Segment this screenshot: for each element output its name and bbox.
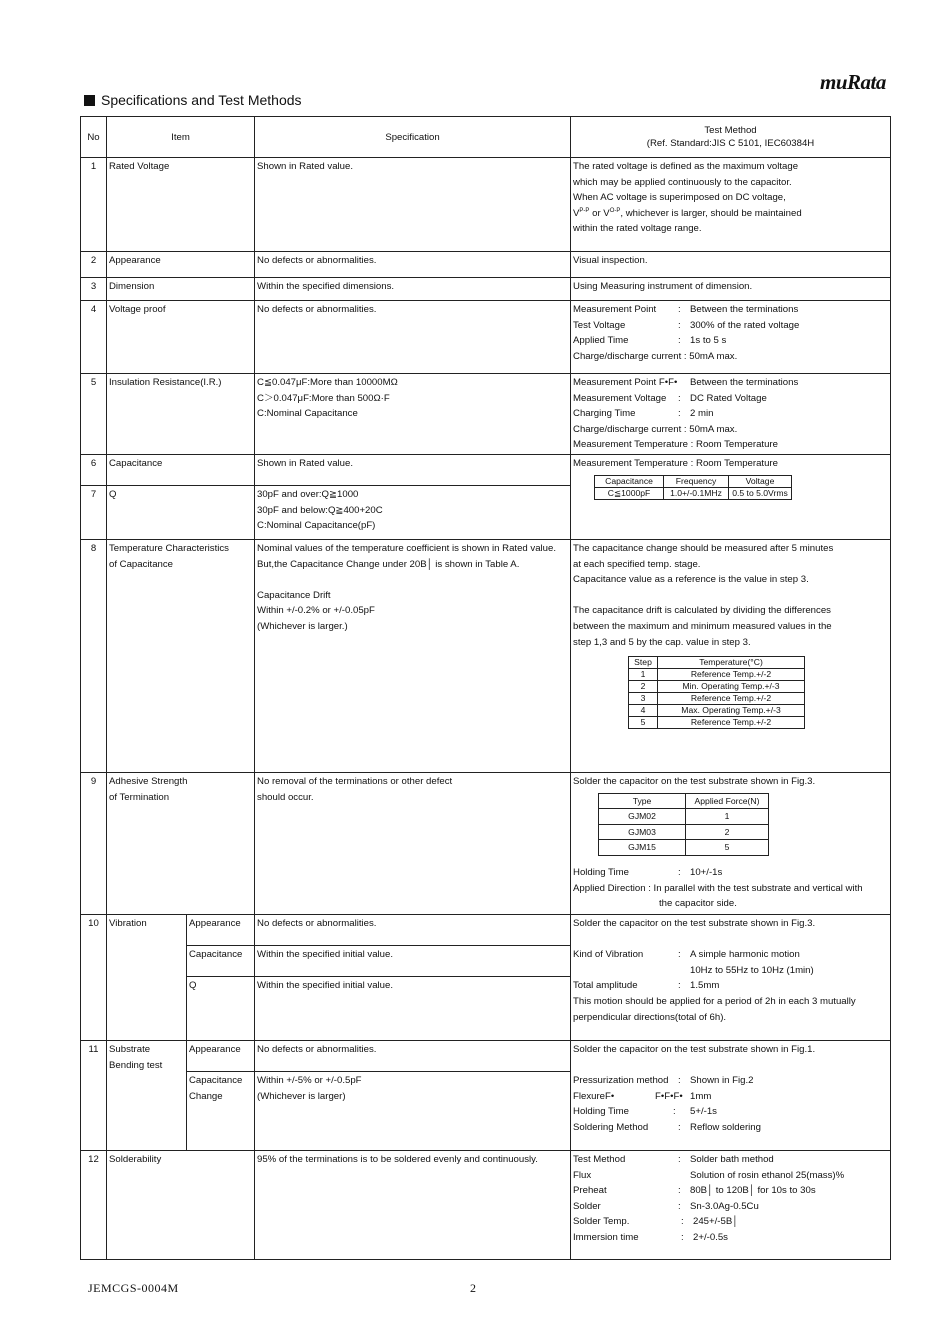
temperature-step-table	[628, 656, 805, 729]
method-line: Charge/discharge current : 50mA max.	[573, 350, 738, 362]
kv-colon: :	[678, 304, 681, 315]
row-subitem: Capacitance	[187, 945, 255, 976]
mini-cell: 1	[686, 809, 769, 825]
row-item	[107, 772, 255, 914]
mini-row	[629, 717, 805, 729]
row-spec: Within the specified initial value.	[255, 976, 571, 1040]
mini-header-cell: Step	[629, 657, 658, 669]
header-no: No	[81, 117, 107, 158]
row-method	[571, 301, 891, 374]
kv-key: Total amplitude	[573, 980, 638, 992]
table-header-row	[81, 117, 891, 158]
kv-key: Measurement Voltage	[573, 392, 667, 404]
item-line: of Capacitance	[109, 558, 173, 570]
method-line: step 1,3 and 5 by the cap. value in step 3.	[573, 636, 751, 648]
row-no: 7	[81, 485, 107, 539]
method-line: the capacitor side.	[659, 898, 737, 910]
mini-row	[629, 669, 805, 681]
mini-row	[629, 705, 805, 717]
method-line: When AC voltage is superimposed on DC voltage,	[573, 192, 786, 204]
row-subitem: Appearance	[187, 1040, 255, 1071]
row-spec: Shown in Rated value.	[255, 158, 571, 252]
superscript: P-P	[579, 207, 590, 214]
row-spec: No defects or abnormalities.	[255, 252, 571, 278]
mini-row	[629, 693, 805, 705]
method-line: Solder the capacitor on the test substrate shown in Fig.1.	[573, 1043, 816, 1055]
method-line: which may be applied continuously to the capacitor.	[573, 176, 792, 188]
measurement-condition-table	[594, 475, 792, 500]
table-row	[81, 158, 891, 252]
applied-force-table	[598, 793, 769, 856]
method-line: The capacitance change should be measured after 5 minutes	[573, 542, 834, 554]
table-row	[81, 539, 891, 772]
mini-row	[599, 824, 769, 840]
kv-colon: :	[681, 1216, 684, 1228]
kv-value: 2+/-0.5s	[693, 1231, 728, 1243]
text: V	[573, 207, 580, 219]
row-no: 3	[81, 278, 107, 301]
row-method	[571, 454, 891, 539]
table-row	[81, 374, 891, 455]
kv-colon: :	[678, 1200, 681, 1212]
method-kv	[573, 978, 888, 994]
spec-line: C:Nominal Capacitance	[257, 408, 358, 420]
row-spec: Shown in Rated value.	[255, 454, 571, 485]
kv-value: DC Rated Voltage	[690, 392, 767, 404]
mini-cell: C≦1000pF	[595, 487, 664, 499]
method-kv	[573, 391, 888, 407]
kv-key: Preheat	[573, 1185, 607, 1197]
kv-colon: :	[678, 980, 681, 992]
page-title	[84, 92, 302, 108]
table-row	[81, 1150, 891, 1259]
table-row	[81, 301, 891, 374]
method-kv	[573, 1104, 888, 1120]
item-line: Bending test	[109, 1059, 163, 1071]
header-item: Item	[107, 117, 255, 158]
method-line: Charge/discharge current : 50mA max.	[573, 423, 738, 435]
row-spec: 95% of the terminations is to be soldered evenly and continuously.	[255, 1150, 571, 1259]
kv-value: 10+/-1s	[690, 866, 723, 878]
mini-cell: Reference Temp.+/-2	[658, 669, 805, 681]
row-method	[571, 1040, 891, 1150]
row-item: Voltage proof	[107, 301, 255, 374]
method-kv	[573, 947, 888, 963]
method-kv	[573, 302, 888, 318]
method-kv	[573, 1073, 888, 1089]
mini-row	[599, 840, 769, 856]
kv-key: Solder	[573, 1200, 601, 1212]
row-item: Vibration	[107, 914, 187, 1040]
kv-key: Measurement Point	[573, 304, 657, 315]
kv-colon: :	[678, 1185, 681, 1197]
row-spec	[255, 485, 571, 539]
method-line: This motion should be applied for a period of 2h in each 3 mutually	[573, 995, 856, 1007]
table-row	[81, 914, 891, 945]
mini-header-cell: Voltage	[729, 475, 792, 487]
mini-header-cell: Temperature(°C)	[658, 657, 805, 669]
spec-line: should occur.	[257, 791, 314, 803]
row-spec: Within the specified dimensions.	[255, 278, 571, 301]
mini-cell: GJM15	[599, 840, 686, 856]
kv-colon: :	[678, 319, 681, 331]
table-row	[81, 454, 891, 485]
row-no: 1	[81, 158, 107, 252]
row-subitem: Appearance	[187, 914, 255, 945]
text: , whichever is larger, should be maintained	[620, 207, 802, 219]
mini-cell: Reference Temp.+/-2	[658, 693, 805, 705]
method-line: within the rated voltage range.	[573, 223, 702, 235]
kv-key: Measurement Point F•F•	[573, 377, 678, 388]
row-spec	[255, 539, 571, 772]
method-kv	[573, 406, 888, 422]
row-subitem: Q	[187, 976, 255, 1040]
method-kv	[573, 1230, 888, 1246]
method-line: between the maximum and minimum measured values in the	[573, 620, 832, 632]
row-item	[107, 1040, 187, 1150]
square-bullet-icon	[84, 95, 95, 106]
kv-colon: :	[678, 949, 681, 961]
spec-line: 30pF and over:Q≧1000	[257, 488, 359, 500]
row-item: Appearance	[107, 252, 255, 278]
kv-value: Solder bath method	[690, 1153, 774, 1165]
method-kv	[573, 1199, 888, 1215]
kv-key: Applied Time	[573, 335, 629, 347]
mini-row	[595, 487, 792, 499]
table-row	[81, 772, 891, 914]
method-kv	[573, 1152, 888, 1168]
mini-header-cell: Type	[599, 793, 686, 809]
row-item: Capacitance	[107, 454, 255, 485]
spec-table	[80, 116, 891, 1260]
spec-line: No removal of the terminations or other defect	[257, 775, 453, 787]
row-subitem	[187, 1071, 255, 1150]
mini-cell: 1	[629, 669, 658, 681]
kv-colon: F•F•F•	[655, 1090, 683, 1102]
kv-key: Holding Time	[573, 866, 630, 878]
method-line	[573, 206, 888, 222]
row-spec: No defects or abnormalities.	[255, 914, 571, 945]
row-method	[571, 772, 891, 914]
row-spec: No defects or abnormalities.	[255, 1040, 571, 1071]
kv-value: Shown in Fig.2	[690, 1075, 754, 1087]
method-kv	[573, 375, 888, 391]
kv-key: Charging Time	[573, 408, 636, 420]
method-line: at each specified temp. stage.	[573, 558, 701, 570]
mini-header-cell: Applied Force(N)	[686, 793, 769, 809]
item-line: of Termination	[109, 791, 170, 803]
spec-line: But,the Capacitance Change under 20B│ is shown in Table A.	[257, 558, 520, 570]
kv-value: A simple harmonic motion	[690, 949, 800, 961]
kv-value: 300% of the rated voltage	[690, 319, 800, 331]
row-method	[571, 914, 891, 1040]
method-line: Applied Direction : In parallel with the test substrate and vertical with	[573, 882, 863, 894]
method-line: Solder the capacitor on the test substrate shown in Fig.3.	[573, 775, 816, 787]
murata-logo: muRata	[820, 70, 886, 94]
mini-cell: 2	[686, 824, 769, 840]
kv-key: Immersion time	[573, 1231, 639, 1243]
subitem-line: Change	[189, 1090, 223, 1102]
method-kv	[573, 1120, 888, 1136]
mini-cell: Min. Operating Temp.+/-3	[658, 681, 805, 693]
item-line: Temperature Characteristics	[109, 542, 229, 554]
kv-key: FlexureF•	[573, 1090, 615, 1102]
method-kv	[573, 1089, 888, 1105]
kv-colon: :	[678, 408, 681, 420]
row-no: 12	[81, 1150, 107, 1259]
row-no: 11	[81, 1040, 107, 1150]
row-method	[571, 158, 891, 252]
kv-value: 2 min	[690, 408, 714, 420]
mini-header-row	[595, 475, 792, 487]
method-line: The rated voltage is defined as the maximum voltage	[573, 161, 799, 172]
kv-value: 1s to 5 s	[690, 335, 727, 347]
kv-key: Test Voltage	[573, 319, 626, 331]
method-line: Measurement Temperature : Room Temperature	[573, 439, 778, 451]
mini-header-cell: Capacitance	[595, 475, 664, 487]
kv-value: Solution of rosin ethanol 25(mass)%	[690, 1169, 845, 1181]
mini-row	[629, 681, 805, 693]
row-method	[571, 539, 891, 772]
method-kv	[573, 318, 888, 334]
row-no: 6	[81, 454, 107, 485]
row-item: Solderability	[107, 1150, 255, 1259]
mini-cell: 2	[629, 681, 658, 693]
kv-key: Test Method	[573, 1153, 626, 1165]
method-kv	[573, 1183, 888, 1199]
spec-line: Capacitance Drift	[257, 589, 331, 601]
mini-cell: 3	[629, 693, 658, 705]
kv-value: 80B│ to 120B│ for 10s to 30s	[690, 1185, 816, 1197]
kv-key: Holding Time	[573, 1106, 630, 1118]
kv-key: Soldering Method	[573, 1121, 649, 1133]
page-number: 2	[470, 1281, 476, 1295]
row-spec	[255, 374, 571, 455]
document-code: JEMCGS-0004M	[88, 1281, 179, 1295]
method-kv	[573, 865, 888, 881]
mini-cell: Max. Operating Temp.+/-3	[658, 705, 805, 717]
row-item: Dimension	[107, 278, 255, 301]
table-row	[81, 278, 891, 301]
row-spec: No defects or abnormalities.	[255, 301, 571, 374]
spacer	[573, 932, 888, 948]
spec-line: C≦0.047μF:More than 10000MΩ	[257, 377, 398, 388]
header-method	[571, 117, 891, 158]
row-spec	[255, 772, 571, 914]
kv-key: Pressurization method	[573, 1075, 669, 1087]
mini-row	[599, 809, 769, 825]
spec-line: C＞0.047μF:More than 500Ω·F	[257, 392, 390, 404]
kv-value: 1.5mm	[690, 980, 720, 992]
kv-colon: :	[673, 1106, 676, 1118]
kv-value: 245+/-5B│	[693, 1216, 739, 1228]
kv-value: Sn-3.0Ag-0.5Cu	[690, 1200, 759, 1212]
mini-cell: 4	[629, 705, 658, 717]
mini-cell: 5	[686, 840, 769, 856]
method-kv	[573, 1168, 888, 1184]
kv-key: Solder Temp.	[573, 1216, 630, 1228]
item-line: Adhesive Strength	[109, 775, 188, 787]
mini-cell: 0.5 to 5.0Vrms	[729, 487, 792, 499]
row-spec	[255, 1071, 571, 1150]
mini-cell: Reference Temp.+/-2	[658, 717, 805, 729]
kv-colon: :	[678, 866, 681, 878]
method-line: Capacitance value as a reference is the value in step 3.	[573, 574, 809, 586]
text: or V	[589, 207, 610, 219]
header-method-ref: (Ref. Standard:JIS C 5101, IEC60384H	[646, 138, 815, 149]
row-no: 4	[81, 301, 107, 374]
row-item: Insulation Resistance(I.R.)	[107, 374, 255, 455]
header-method-title: Test Method	[704, 125, 757, 136]
spacer	[573, 1058, 888, 1074]
method-line: The capacitance drift is calculated by dividing the differences	[573, 605, 831, 617]
row-spec: Within the specified initial value.	[255, 945, 571, 976]
kv-value: Between the terminations	[690, 304, 799, 315]
method-kv	[573, 1214, 888, 1230]
mini-cell: 1.0+/-0.1MHz	[664, 487, 729, 499]
kv-key: Kind of Vibration	[573, 949, 644, 961]
row-no: 2	[81, 252, 107, 278]
page-title-text: Specifications and Test Methods	[101, 92, 302, 108]
kv-colon: :	[678, 1153, 681, 1165]
row-method	[571, 374, 891, 455]
row-no: 5	[81, 374, 107, 455]
kv-value: Between the terminations	[690, 377, 799, 388]
row-method: Using Measuring instrument of dimension.	[571, 278, 891, 301]
spec-line: C:Nominal Capacitance(pF)	[257, 520, 376, 532]
spacer	[257, 572, 568, 588]
kv-value: 5+/-1s	[690, 1106, 717, 1118]
superscript: O-P	[609, 207, 621, 214]
kv-value: 1mm	[690, 1090, 712, 1102]
method-kv	[573, 333, 888, 349]
item-line: Substrate	[109, 1043, 151, 1055]
spec-line: (Whichever is larger)	[257, 1090, 346, 1102]
spec-line: 30pF and below:Q≧400+20C	[257, 504, 383, 516]
spec-line: Nominal values of the temperature coefficient is shown in Rated value.	[257, 542, 557, 554]
kv-colon: :	[678, 335, 681, 347]
method-line: Measurement Temperature : Room Temperature	[573, 457, 778, 469]
row-item	[107, 539, 255, 772]
table-row	[81, 252, 891, 278]
mini-cell: 5	[629, 717, 658, 729]
kv-value: Reflow soldering	[690, 1121, 761, 1133]
row-method: Visual inspection.	[571, 252, 891, 278]
method-line: 10Hz to 55Hz to 10Hz (1min)	[690, 964, 814, 976]
mini-cell: GJM02	[599, 809, 686, 825]
mini-cell: GJM03	[599, 824, 686, 840]
subitem-line: Capacitance	[189, 1074, 243, 1086]
row-method	[571, 1150, 891, 1259]
spec-line: Within +/-0.2% or +/-0.05pF	[257, 605, 375, 617]
spec-line: Within +/-5% or +/-0.5pF	[257, 1074, 362, 1086]
kv-key: Flux	[573, 1169, 592, 1181]
mini-header-cell: Frequency	[664, 475, 729, 487]
kv-colon: :	[678, 392, 681, 404]
spec-line: (Whichever is larger.)	[257, 620, 348, 632]
mini-header-row	[629, 657, 805, 669]
kv-colon: :	[678, 1075, 681, 1087]
row-no: 9	[81, 772, 107, 914]
row-item: Rated Voltage	[107, 158, 255, 252]
method-line: Solder the capacitor on the test substrate shown in Fig.3.	[573, 917, 816, 929]
table-row	[81, 1040, 891, 1071]
row-no: 8	[81, 539, 107, 772]
header-spec: Specification	[255, 117, 571, 158]
row-no: 10	[81, 914, 107, 1040]
row-item: Q	[107, 485, 255, 539]
kv-colon: :	[681, 1231, 684, 1243]
spacer	[573, 588, 888, 604]
mini-header-row	[599, 793, 769, 809]
method-line: perpendicular directions(total of 6h).	[573, 1011, 727, 1023]
kv-colon: :	[678, 1121, 681, 1133]
